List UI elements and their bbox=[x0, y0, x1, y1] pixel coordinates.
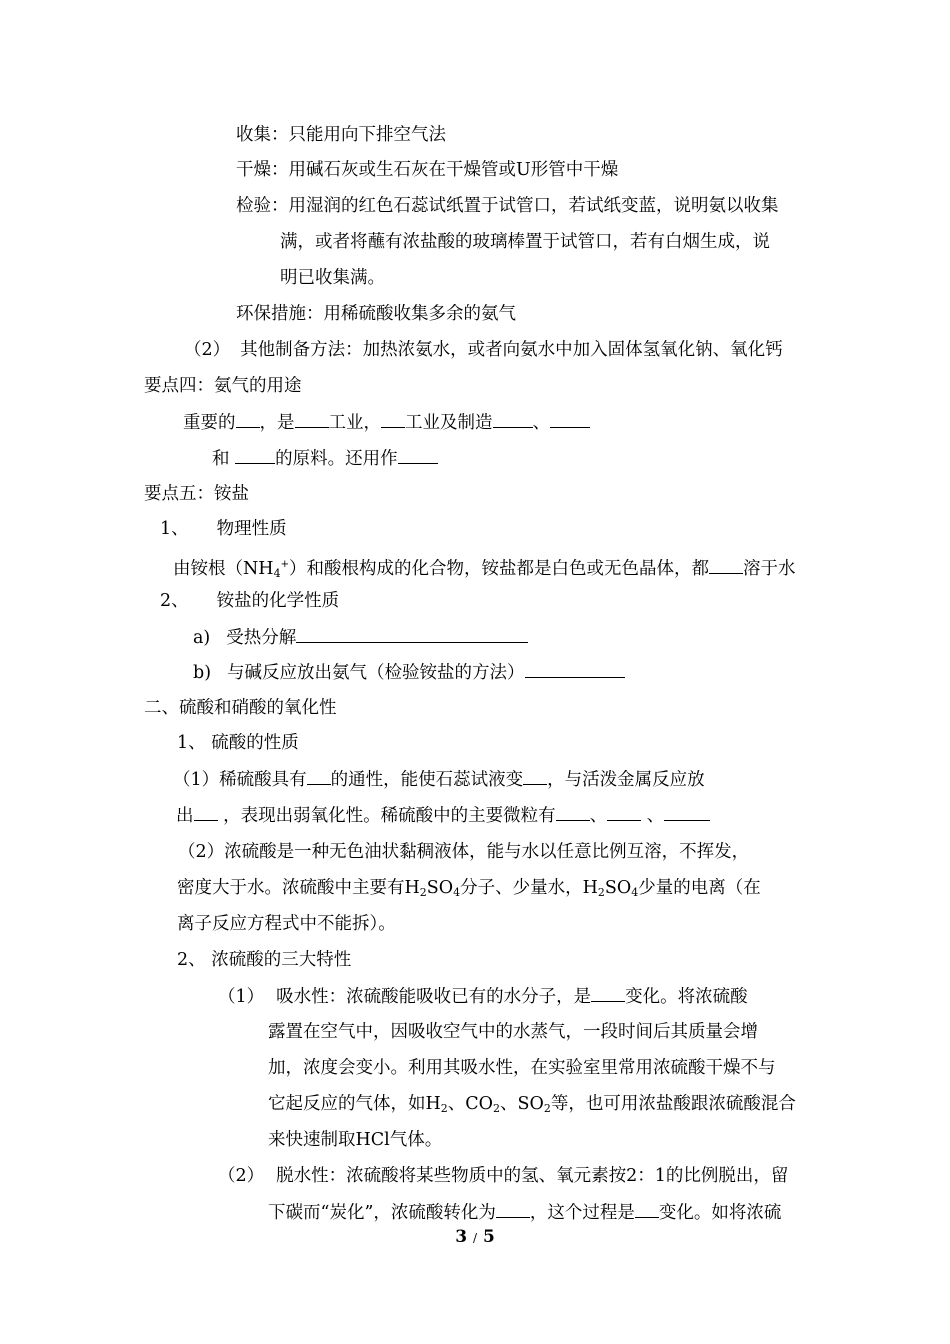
fill-blank bbox=[296, 625, 528, 643]
text: 密度大于水。浓硫酸中主要有H bbox=[177, 878, 420, 898]
text: SO bbox=[426, 878, 454, 898]
item-label: a) bbox=[193, 628, 211, 648]
text: 、 bbox=[646, 806, 665, 826]
fill-blank bbox=[493, 410, 533, 428]
dry-line: 干燥：用碱石灰或生石灰在干燥管或U形管中干燥 bbox=[236, 160, 619, 180]
text: 等，也可用浓盐酸跟浓硫酸混合 bbox=[550, 1094, 796, 1114]
text: 溶于水 bbox=[742, 559, 796, 579]
subscript: 4 bbox=[631, 886, 639, 899]
uses-line-1 bbox=[183, 410, 590, 435]
text: 脱水性：浓硫酸将某些物质中的氢、氧元素按2：1的比例脱出，留 bbox=[276, 1166, 789, 1186]
test-line-3: 明已收集满。 bbox=[280, 268, 385, 288]
text: ，这个过程是 bbox=[529, 1203, 635, 1223]
text: 、SO bbox=[500, 1094, 544, 1114]
fill-blank bbox=[523, 767, 547, 785]
text: ，表现出弱氧化性。稀硫酸中的主要微粒有 bbox=[223, 806, 556, 826]
text: 工业及制造 bbox=[405, 413, 493, 433]
fill-blank bbox=[635, 1200, 659, 1218]
heading-sulfuric-properties: 1、 硫酸的性质 bbox=[177, 733, 299, 753]
fill-blank bbox=[525, 660, 625, 678]
text: 的通性，能使石蕊试液变 bbox=[330, 770, 524, 790]
env-line: 环保措施：用稀硫酸收集多余的氨气 bbox=[236, 304, 516, 324]
sub-heading-physical bbox=[160, 517, 287, 541]
text: 出 bbox=[176, 806, 194, 826]
heading-three-properties: 2、 浓硫酸的三大特性 bbox=[177, 950, 352, 970]
text: SO bbox=[604, 878, 632, 898]
list-number: （2） bbox=[184, 340, 231, 360]
item-b bbox=[193, 660, 625, 685]
other-method-text: 其他制备方法：加热浓氨水，或者向氨水中加入固体氢氧化钠、氧化钙 bbox=[240, 340, 783, 360]
text: 与碱反应放出氨气（检验铵盐的方法） bbox=[227, 663, 525, 683]
superscript: + bbox=[280, 559, 289, 570]
text: 由铵根（NH bbox=[173, 559, 274, 579]
fill-blank bbox=[664, 803, 710, 821]
collect-line: 收集：只能用向下排空气法 bbox=[236, 125, 446, 145]
text: 变化。将浓硫酸 bbox=[625, 987, 748, 1007]
fill-blank bbox=[591, 984, 625, 1002]
current-page: 3 bbox=[455, 1227, 468, 1247]
other-method-line bbox=[184, 338, 783, 362]
item-label: b) bbox=[193, 663, 212, 683]
page-separator: / bbox=[472, 1231, 478, 1245]
list-number: （1） bbox=[218, 987, 265, 1007]
text: 受热分解 bbox=[226, 628, 297, 648]
absorb-line-1 bbox=[218, 984, 748, 1009]
sub-heading-chemical bbox=[160, 589, 339, 613]
text: 、 bbox=[589, 806, 608, 826]
absorb-line-4 bbox=[268, 1092, 796, 1121]
test-line-2: 满，或者将蘸有浓盐酸的玻璃棒置于试管口，若有白烟生成，说 bbox=[280, 232, 770, 252]
concentrated-line-3: 离子反应方程式中不能拆）。 bbox=[177, 914, 396, 934]
list-number: （2） bbox=[218, 1166, 265, 1186]
section-title-5: 要点五：铵盐 bbox=[144, 484, 249, 504]
section-title-4: 要点四：氨气的用途 bbox=[144, 376, 302, 396]
subscript: 2 bbox=[493, 1102, 501, 1115]
heading-text: 物理性质 bbox=[216, 519, 287, 539]
fill-blank bbox=[550, 410, 590, 428]
fill-blank bbox=[398, 446, 438, 464]
text: ，是 bbox=[259, 413, 295, 433]
fill-blank bbox=[235, 446, 275, 464]
uses-line-2 bbox=[212, 446, 438, 471]
text: 重要的 bbox=[183, 413, 236, 433]
fill-blank bbox=[236, 410, 260, 428]
list-number: 1、 bbox=[160, 519, 189, 539]
text: 、CO bbox=[447, 1094, 494, 1114]
fill-blank bbox=[194, 803, 218, 821]
absorb-line-2: 露置在空气中，因吸收空气中的水蒸气，一段时间后其质量会增 bbox=[268, 1022, 758, 1042]
fill-blank bbox=[295, 410, 329, 428]
page-number bbox=[0, 1227, 950, 1247]
subscript: 2 bbox=[543, 1102, 551, 1115]
fill-blank bbox=[607, 803, 641, 821]
concentrated-line-2 bbox=[177, 876, 761, 905]
fill-blank bbox=[556, 803, 590, 821]
dilute-line-1 bbox=[173, 767, 705, 792]
total-pages: 5 bbox=[482, 1227, 495, 1247]
fill-blank bbox=[307, 767, 331, 785]
text: 工业， bbox=[328, 413, 381, 433]
absorb-line-3: 加，浓度会变小。利用其吸水性，在实验室里常用浓硫酸干燥不与 bbox=[268, 1058, 776, 1078]
test-line-1: 检验：用湿润的红色石蕊试纸置于试管口，若试纸变蓝，说明氨以收集 bbox=[236, 196, 779, 216]
absorb-line-5: 来快速制取HCl气体。 bbox=[268, 1130, 443, 1150]
concentrated-line-1: （2）浓硫酸是一种无色油状黏稠液体，能与水以任意比例互溶，不挥发， bbox=[178, 842, 750, 862]
text: 吸水性：浓硫酸能吸收已有的水分子，是 bbox=[276, 987, 592, 1007]
item-a bbox=[193, 625, 528, 650]
text: 下碳而“炭化”，浓硫酸转化为 bbox=[268, 1203, 496, 1223]
fill-blank bbox=[709, 556, 743, 574]
text: 少量的电离（在 bbox=[638, 878, 761, 898]
text: 分子、少量水，H bbox=[460, 878, 598, 898]
fill-blank bbox=[381, 410, 405, 428]
section-title-2: 二、硫酸和硝酸的氧化性 bbox=[144, 698, 337, 718]
fill-blank bbox=[496, 1200, 530, 1218]
text: 的原料。还用作 bbox=[275, 449, 398, 469]
text: 和 bbox=[212, 449, 230, 469]
subscript: 4 bbox=[273, 567, 281, 580]
text: 、 bbox=[532, 413, 550, 433]
text: ，与活泼金属反应放 bbox=[547, 770, 705, 790]
text: 它起反应的气体，如H bbox=[268, 1094, 441, 1114]
dilute-line-2 bbox=[176, 803, 710, 828]
physical-properties-line bbox=[173, 553, 795, 586]
text: 变化。如将浓硫 bbox=[658, 1203, 782, 1223]
dehydrate-line-2 bbox=[268, 1200, 781, 1225]
heading-text: 铵盐的化学性质 bbox=[216, 591, 340, 611]
subscript: 2 bbox=[419, 886, 427, 899]
subscript: 4 bbox=[453, 886, 461, 899]
dehydrate-line-1 bbox=[218, 1164, 788, 1188]
subscript: 2 bbox=[597, 886, 605, 899]
list-number: 2、 bbox=[160, 591, 189, 611]
subscript: 2 bbox=[440, 1102, 448, 1115]
text: （1）稀硫酸具有 bbox=[173, 770, 307, 790]
text: ）和酸根构成的化合物，铵盐都是白色或无色晶体，都 bbox=[288, 559, 709, 579]
